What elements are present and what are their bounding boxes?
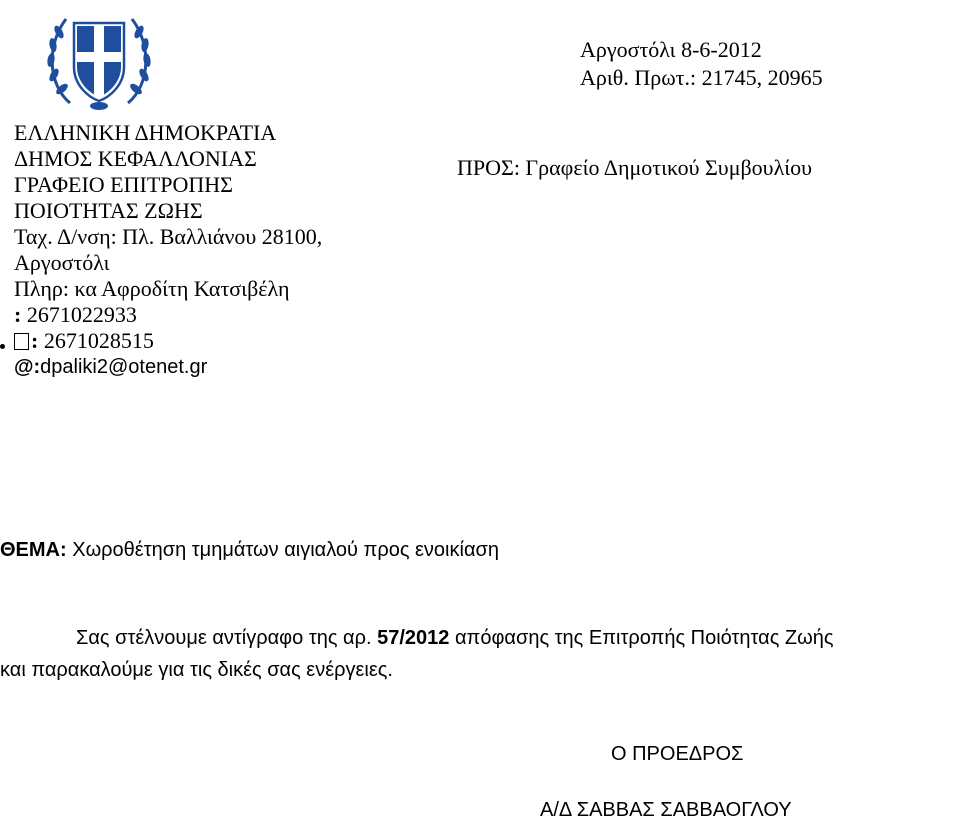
body-line1-suffix: απόφασης της Επιτροπής Ποιότητας Ζωής [449,627,834,649]
phone-label: : [14,302,22,327]
subject-text: Χωροθέτηση τμημάτων αιγιαλού προς ενοικίαση [66,539,499,561]
fax-label: : [31,328,39,353]
fax-value: 2671028515 [38,328,154,353]
sender-block [14,120,322,380]
sender-country: ΕΛΛΗΝΙΚΗ ΔΗΜΟΚΡΑΤΙΑ [14,120,277,145]
greek-coat-of-arms-icon [40,5,158,115]
signature-name: Α/Δ ΣΑΒΒΑΣ ΣΑΒΒΑΟΓΛΟΥ [540,799,792,821]
date-protocol-block [580,37,823,93]
sender-contact-person: Πληρ: κα Αφροδίτη Κατσιβέλη [14,276,290,301]
sender-municipality: ΔΗΜΟΣ ΚΕΦΑΛΛΟΝΙΑΣ [14,146,257,171]
body-line1-prefix: Σας στέλνουμε αντίγραφο της αρ. [76,627,378,649]
decision-number: 57/2012 [377,627,450,649]
body-line-2: και παρακαλούμε για τις δικές σας ενέργειες. [0,659,393,681]
place-date: Αργοστόλι 8-6-2012 [580,37,762,62]
email-label: @: [14,356,41,378]
protocol-number: Αριθ. Πρωτ.: 21745, 20965 [580,65,823,90]
sender-office-line1: ΓΡΑΦΕΙΟ ΕΠΙΤΡΟΠΗΣ [14,172,233,197]
phone-value: 2671022933 [21,302,137,327]
body-line-1 [76,625,834,651]
sender-phone-row [14,302,322,328]
sender-email-row [14,354,322,380]
bullet-dot [0,344,5,349]
fax-icon [14,333,29,350]
sender-address-line1: Ταχ. Δ/νση: Πλ. Βαλλιάνου 28100, [14,224,323,249]
subject-line [0,537,499,563]
sender-fax-row [14,328,322,354]
sender-address-line2: Αργοστόλι [14,250,110,275]
sender-office-line2: ΠΟΙΟΤΗΤΑΣ ΖΩΗΣ [14,198,203,223]
signature-title: Ο ΠΡΟΕΔΡΟΣ [611,743,744,765]
recipient: ΠΡΟΣ: Γραφείο Δημοτικού Συμβουλίου [457,155,813,180]
email-value[interactable]: dpaliki2@otenet.gr [40,356,208,378]
subject-label: ΘΕΜΑ: [0,539,67,561]
